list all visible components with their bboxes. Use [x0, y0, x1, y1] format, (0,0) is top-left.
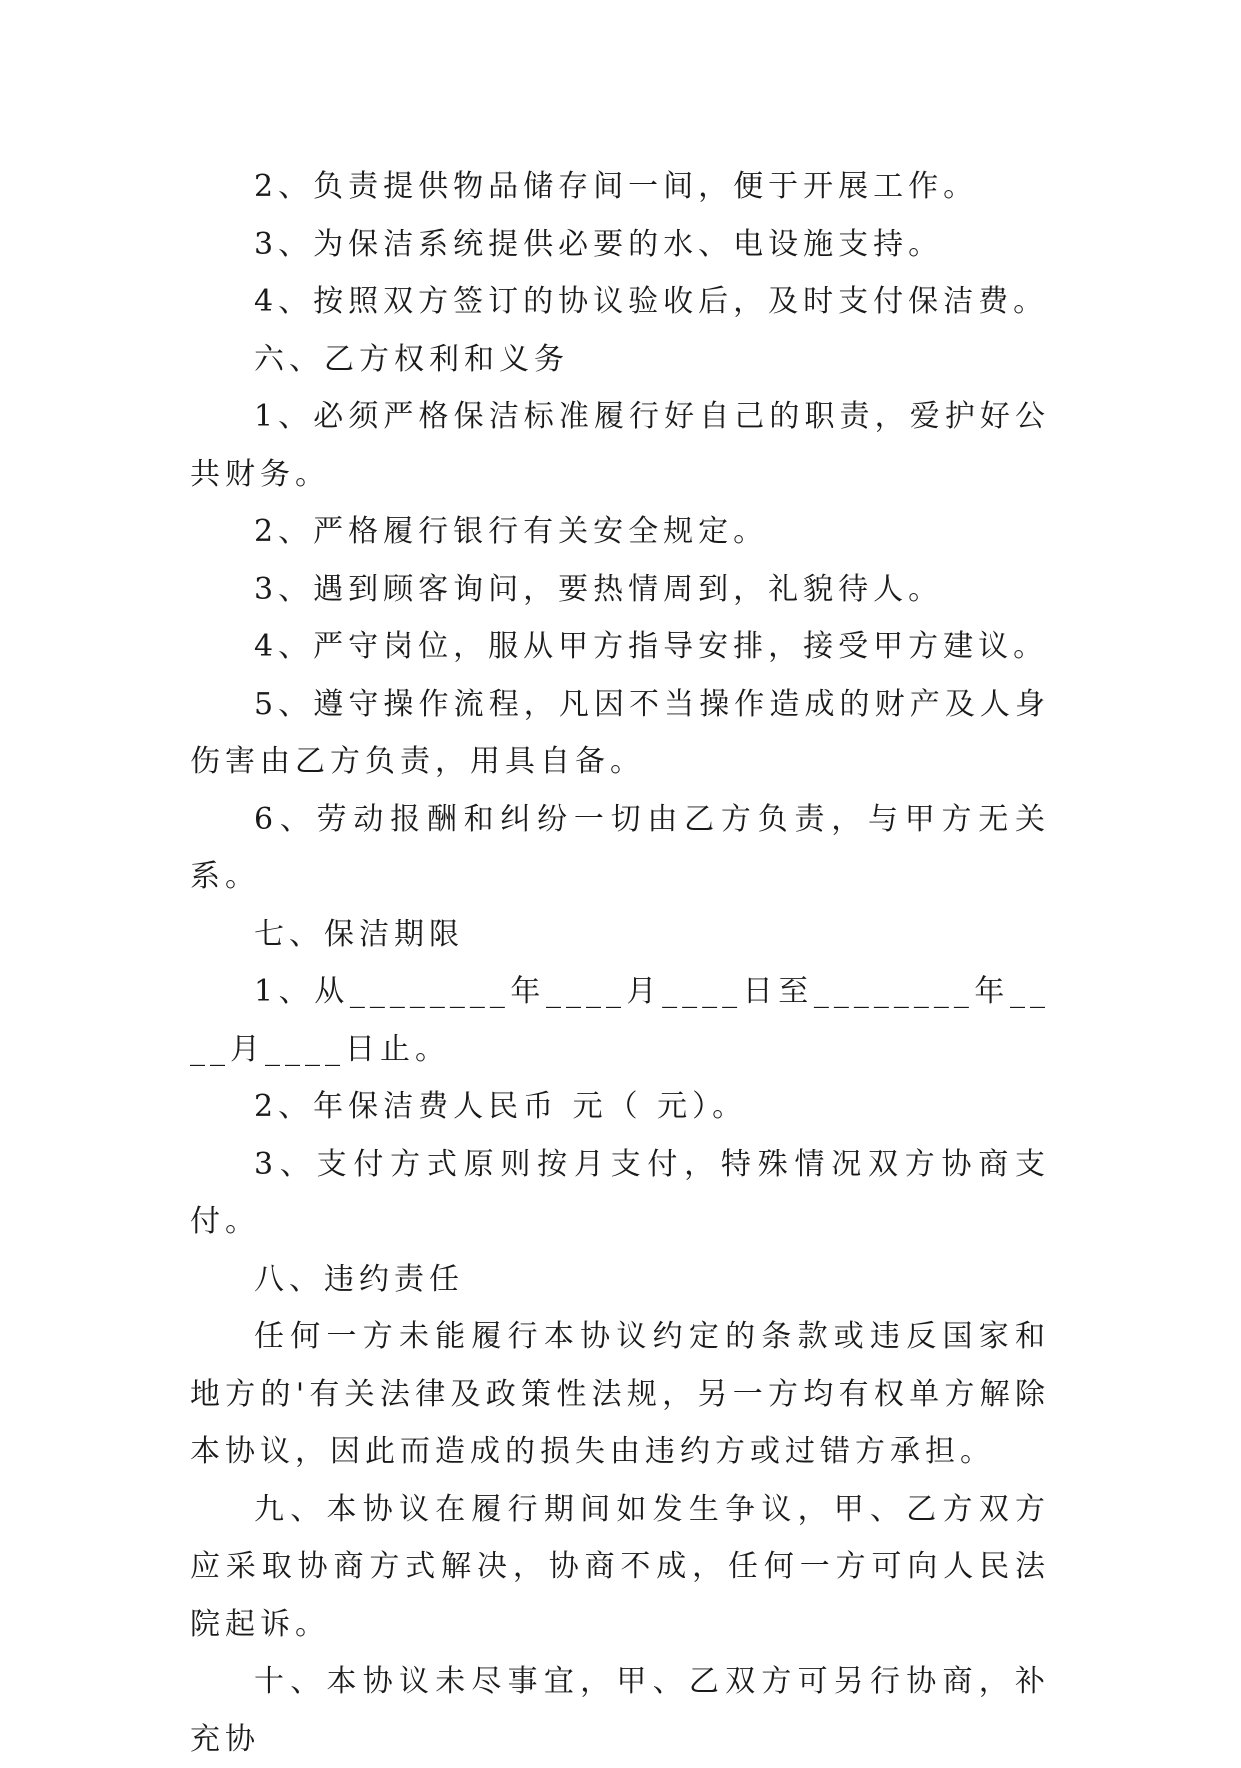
paragraph: 1、必须严格保洁标准履行好自己的职责，爱护好公共财务。: [190, 399, 1050, 492]
paragraph: 3、支付方式原则按月支付，特殊情况双方协商支付。: [190, 1146, 1050, 1239]
paragraph: 4、严守岗位，服从甲方指导安排，接受甲方建议。: [254, 629, 1049, 664]
paragraph: 1、从________年____月____日至________年____月____日止。: [190, 974, 1050, 1067]
paragraph: 6、劳动报酬和纠纷一切由乙方负责，与甲方无关系。: [190, 801, 1050, 894]
paragraph: 九、本协议在履行期间如发生争议，甲、乙方双方应采取协商方式解决，协商不成，任何一方可向人民法院起诉。: [190, 1491, 1050, 1642]
paragraph: 3、遇到顾客询问，要热情周到，礼貌待人。: [254, 571, 944, 607]
paragraph: 任何一方未能履行本协议约定的条款或违反国家和地方的'有关法律及政策性法规，另一方均有权单方解除本协议，因此而造成的损失由违约方或过错方承担。: [190, 1319, 1050, 1469]
paragraph: 2、严格履行银行有关安全规定。: [254, 514, 769, 549]
section-heading: 六、乙方权利和义务: [254, 341, 569, 377]
section-heading: 七、保洁期限: [254, 916, 464, 952]
paragraph: 十、本协议未尽事宜，甲、乙双方可另行协商，补充协: [190, 1664, 1050, 1757]
paragraph: 2、年保洁费人民币 元（ 元）。: [254, 1089, 748, 1124]
section-heading: 八、违约责任: [254, 1261, 464, 1297]
paragraph: 2、负责提供物品储存间一间，便于开展工作。: [254, 169, 979, 204]
paragraph: 4、按照双方签订的协议验收后，及时支付保洁费。: [254, 284, 1049, 319]
document-body: [190, 158, 1050, 1768]
paragraph: 5、遵守操作流程，凡因不当操作造成的财产及人身伤害由乙方负责，用具自备。: [190, 686, 1050, 779]
paragraph: 3、为保洁系统提供必要的水、电设施支持。: [254, 226, 944, 262]
